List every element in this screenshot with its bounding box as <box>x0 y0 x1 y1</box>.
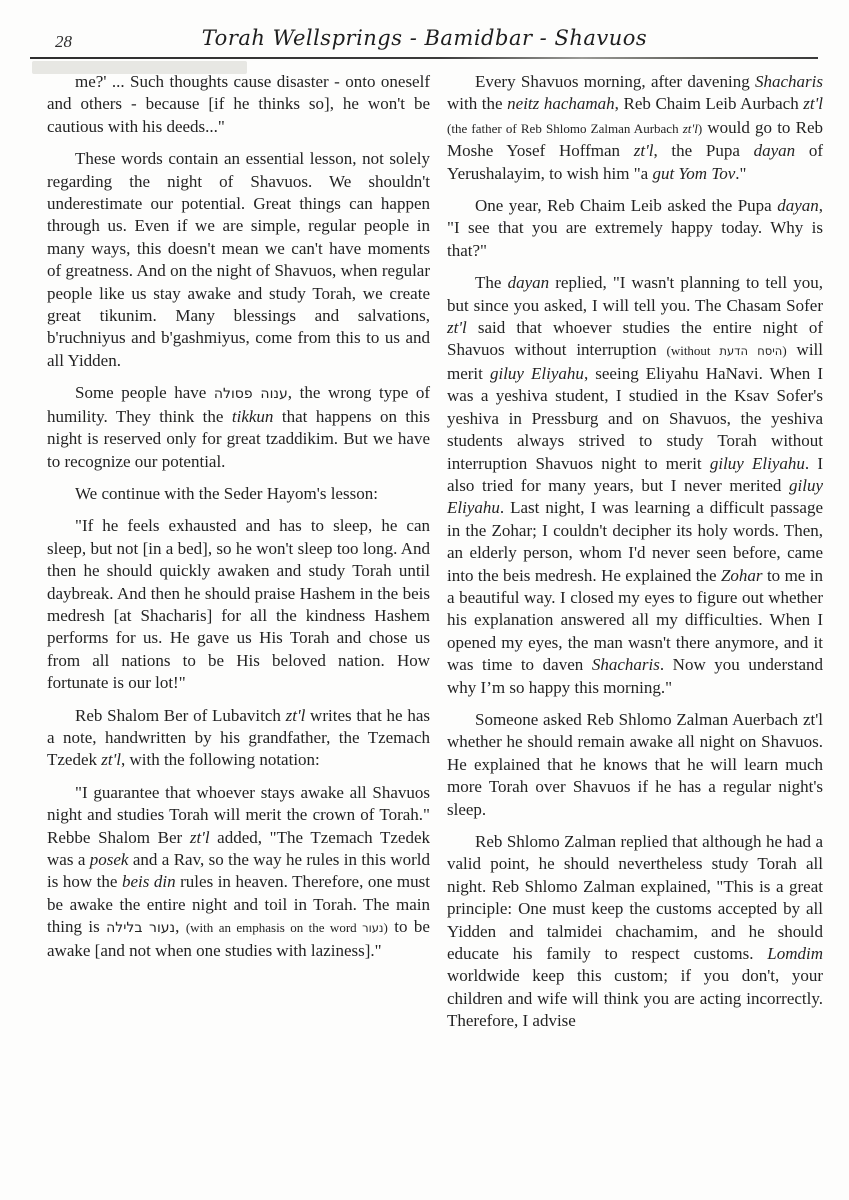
paragraph <box>447 71 823 185</box>
text-run: added, "The Tzemach Tzedek was a <box>47 827 431 869</box>
text-run: Reb Shlomo Zalman replied that although he had a valid point, he should nevertheless study Torah all night. Reb Shlomo Zalman explained, "This is a great principle: One must keep the customs accepted by all Yidden and talmidei chachamim, and he should educate his family to respect customs. <box>447 832 823 964</box>
text-run: me?' ... Such thoughts cause disaster - onto oneself and others - because [if he thinks so], he won't be cautious with his deeds..." <box>47 72 430 136</box>
text-run: zt'l <box>633 141 654 161</box>
paragraph <box>47 705 430 772</box>
text-run: and a Rav, so the way he rules in this world is how the <box>47 850 430 892</box>
text-run: beis din <box>121 872 176 892</box>
text-run: Zohar <box>720 565 763 585</box>
text-run: , seeing Eliyahu HaNavi. When I was a yeshiva student, I studied in the Ksav Sofer's yeshiva in Pressburg and on Shavuos, the yeshiva students always strived to study Torah without interruption Shavuos night to merit <box>447 363 823 473</box>
text-run: zt'l <box>447 318 467 338</box>
text-run: Lomdim <box>767 944 823 964</box>
text-run: (the father of Reb Shlomo Zalman Aurbach <box>447 120 683 136</box>
column-left <box>47 71 430 1033</box>
page-number: 28 <box>55 32 72 51</box>
paragraph <box>447 831 823 1033</box>
text-run: giluy Eliyahu <box>709 453 805 473</box>
text-run: , the Pupa <box>653 141 754 161</box>
paragraph <box>47 782 430 962</box>
page-header <box>0 26 849 58</box>
text-run: worldwide keep this custom; if you don't, your children and wife will think you are acting incorrectly. Therefore, I advise <box>447 966 823 1031</box>
text-run: We continue with the Seder Hayom's lesson: <box>75 483 378 503</box>
text-run: tikkun <box>231 406 274 426</box>
text-run: Shacharis <box>591 655 660 675</box>
text-run: , "I see that you are extremely happy today. Why is that?" <box>447 196 823 260</box>
paragraph <box>47 382 430 473</box>
text-run: to be awake [and not when one studies with laziness]." <box>47 917 430 960</box>
text-run: said that whoever studies the entire night of Shavuos without interruption <box>447 318 823 360</box>
text-run: will merit <box>447 340 824 383</box>
text-run: that happens on this night is reserved only for great tzaddikim. But we have to recognize our potential. <box>47 406 430 471</box>
text-run: giluy Eliyahu <box>489 363 584 383</box>
text-run: giluy Eliyahu <box>447 475 823 518</box>
text-run: , the wrong type of humility. They think the <box>47 383 430 426</box>
text-run: One year, Reb Chaim Leib asked the Pupa <box>475 196 778 216</box>
text-run: (with an emphasis on the word <box>185 920 363 936</box>
text-run: zt'l <box>101 750 121 770</box>
text-run: (without <box>666 343 720 359</box>
text-run: ) <box>383 920 388 936</box>
text-run: ) <box>697 120 703 136</box>
text-run: Someone asked Reb Shlomo Zalman Auerbach zt'l whether he should remain awake all night on Shavuos. He explained that he knows that he will learn much more Torah over Shavuos if he has a regular night's sleep. <box>447 709 823 819</box>
text-run: , Reb Chaim Leib Aurbach <box>614 94 804 114</box>
paragraph <box>47 148 430 372</box>
text-run: to me in a beautiful way. I closed my eyes to figure out whether his explanation answered all my difficulties. When I opened my eyes, the man wasn't there anymore, and it was time to daven <box>447 565 823 675</box>
paragraph <box>47 71 430 138</box>
text-run: gut Yom Tov <box>652 163 736 183</box>
paragraph <box>447 195 823 262</box>
text-run: נעור <box>362 921 384 936</box>
text-run: , with the following notation: <box>120 750 320 770</box>
text-run: dayan <box>753 141 796 161</box>
text-run: Shacharis <box>755 72 823 91</box>
text-run: would go to Reb Moshe Yosef Hoffman <box>447 117 823 161</box>
text-run: rules in heaven. Therefore, one must be awake the entire night and toil in Torah. The main thing is <box>47 872 430 937</box>
paragraph <box>447 272 823 699</box>
header-rule <box>30 57 818 59</box>
text-run: . Now you understand why I’m so happy this morning." <box>447 655 823 697</box>
text-run: zt'l <box>189 827 210 847</box>
text-columns <box>47 71 823 1033</box>
text-run: היסח הדעת <box>719 344 783 359</box>
text-run: Some people have <box>75 383 214 403</box>
text-run: posek <box>89 850 129 869</box>
text-run: zt'l <box>285 705 306 725</box>
paragraph <box>47 483 430 505</box>
text-run: replied, "I wasn't planning to tell you, but since you asked, I will tell you. The Chasam Sofer <box>447 273 823 315</box>
text-run: dayan <box>507 273 550 293</box>
text-run: Every Shavuos morning, after davening <box>475 72 755 91</box>
text-run: neitz hachamah <box>507 94 615 114</box>
text-run: dayan <box>777 196 819 216</box>
paragraph <box>47 515 430 694</box>
text-run: zt'l <box>682 120 698 136</box>
text-run: . Last night, I was learning a difficult passage in the Zohar; I couldn't decipher its holy words. Then, an elderly person, whom I'd never seen before, came into the beis medresh. He explained the <box>447 498 823 585</box>
paragraph <box>447 709 823 821</box>
text-run: zt'l <box>803 94 823 114</box>
column-right <box>447 71 823 1033</box>
text-run: "If he feels exhausted and has to sleep, he can sleep, but not [in a bed], so he won't sleep too long. And then he should quickly awaken and study Torah until daybreak. And then he should praise Hashem in the beis medresh [at Shacharis] for all the kindness Hashem performs for us. He gave us His Torah and chose us from all nations to be His beloved nation. How fortunate is our lot!" <box>47 516 430 693</box>
text-run: . I also tried for many years, but I never merited <box>447 453 824 495</box>
text-run: Reb Shalom Ber of Lubavitch <box>75 705 286 725</box>
text-run: The <box>475 273 508 293</box>
text-run: , <box>175 917 186 937</box>
text-run: ." <box>735 163 747 183</box>
text-run: These words contain an essential lesson, not solely regarding the night of Shavuos. We shouldn't underestimate our potential. Great things can happen through us. Even if we are simple, regular people in many ways, this doesn't mean we can't have moments of greatness. And on the night of Shavuos, when regular people like us stay awake and study Torah, we create great tikunim. Many blessings and salvations, b'ruchniyus and b'gashmiyus, come from this to us and all Yidden. <box>47 149 430 370</box>
text-run: ענוה פסולה <box>213 386 288 403</box>
text-run: of Yerushalayim, to wish him "a <box>447 141 823 183</box>
text-run: "I guarantee that whoever stays awake all Shavuos night and studies Torah will merit the crown of Torah." Rebbe Shalom Ber <box>47 782 430 847</box>
text-run: נעור בלילה <box>106 920 176 937</box>
text-run: ) <box>782 343 787 359</box>
text-run: writes that he has a note, handwritten by his grandfather, the Tzemach Tzedek <box>47 705 430 770</box>
text-run: with the <box>447 94 508 114</box>
page-title: Torah Wellsprings - Bamidbar - Shavuos <box>201 26 648 50</box>
